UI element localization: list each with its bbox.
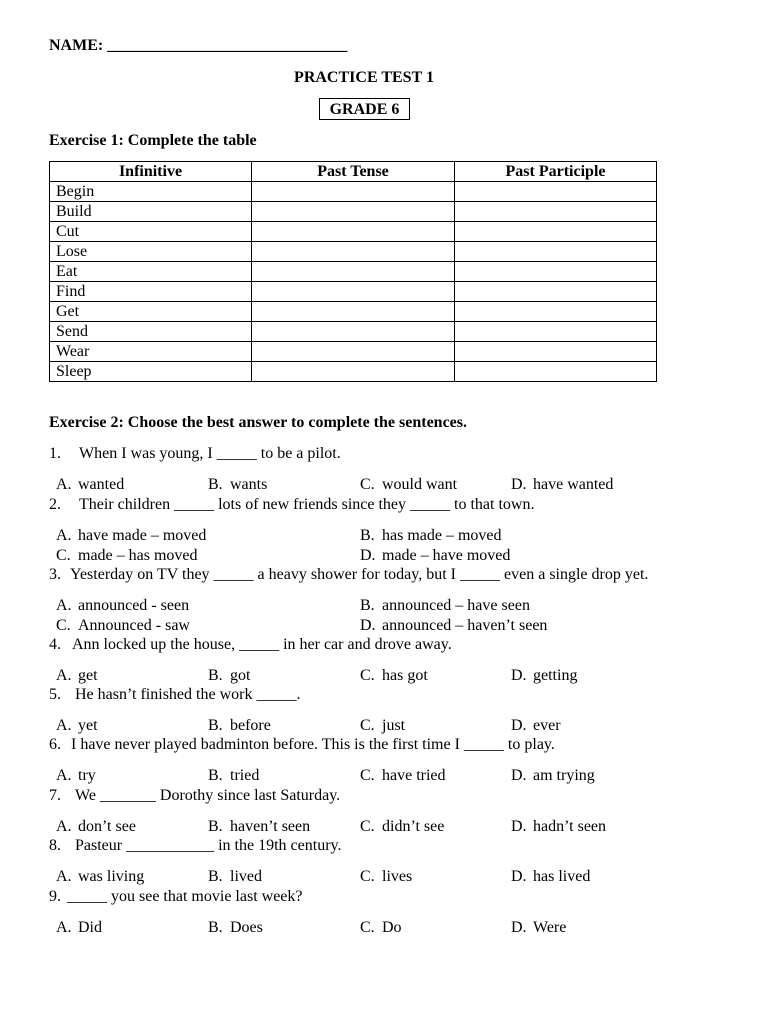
answer-option-d[interactable] [511,766,595,786]
answer-option-c[interactable] [360,817,444,837]
question-number: 6. [49,736,61,753]
option-text: before [230,717,271,734]
option-letter: B. [208,767,223,784]
option-text: have made – moved [78,527,207,544]
answer-option-c[interactable] [360,867,412,887]
option-letter: A. [56,527,72,544]
past-participle-cell[interactable] [455,262,657,282]
answer-option-d[interactable] [511,666,577,686]
option-letter: A. [56,667,72,684]
table-row [50,322,657,342]
option-text: haven’t seen [230,818,311,835]
infinitive-cell: Find [50,282,252,302]
table-row [50,202,657,222]
answer-option-c[interactable] [360,766,446,786]
question-text: I have never played badminton before. This is the first time I _____ to play. [71,736,555,753]
option-text: Announced - saw [78,617,190,634]
question-number: 9. [49,888,61,905]
option-text: ever [533,717,561,734]
infinitive-cell: Get [50,302,252,322]
infinitive-cell: Eat [50,262,252,282]
option-letter: C. [360,667,375,684]
answer-option-c[interactable] [360,918,402,938]
past-tense-cell[interactable] [252,302,455,322]
option-text: get [78,667,98,684]
answer-option-b[interactable] [208,666,250,686]
option-text: lived [230,868,262,885]
option-letter: D. [511,919,527,936]
answer-option-a[interactable] [56,526,206,546]
column-header-past-participle: Past Participle [455,162,657,182]
table-row [50,182,657,202]
answer-option-d[interactable] [511,817,606,837]
answer-option-a[interactable] [56,666,98,686]
name-line: NAME: ______________________________ [49,37,348,54]
option-text: made – has moved [78,547,198,564]
question-number: 8. [49,837,61,854]
answer-option-d[interactable] [360,616,547,636]
option-text: getting [533,667,578,684]
question-number: 1. [49,445,61,462]
grade-box: GRADE 6 [319,98,410,120]
option-letter: A. [56,868,72,885]
option-letter: D. [360,617,376,634]
table-row [50,222,657,242]
option-letter: D. [360,547,376,564]
past-tense-cell[interactable] [252,222,455,242]
option-letter: D. [511,667,527,684]
question-number: 3. [49,566,61,583]
answer-option-b[interactable] [208,918,263,938]
past-tense-cell[interactable] [252,322,455,342]
option-letter: B. [208,717,223,734]
table-row [50,242,657,262]
exercise2-heading: Exercise 2: Choose the best answer to complete the sentences. [49,414,467,431]
option-text: don’t see [78,818,136,835]
past-participle-cell[interactable] [455,302,657,322]
option-letter: B. [208,818,223,835]
infinitive-cell: Begin [50,182,252,202]
option-text: would want [382,476,458,493]
option-text: has made – moved [382,527,502,544]
option-letter: C. [360,476,375,493]
past-tense-cell[interactable] [252,342,455,362]
table-row [50,302,657,322]
question-number: 7. [49,787,61,804]
past-tense-cell[interactable] [252,242,455,262]
option-letter: D. [511,818,527,835]
question-text: When I was young, I _____ to be a pilot. [79,445,341,462]
past-tense-cell[interactable] [252,182,455,202]
infinitive-cell: Sleep [50,362,252,382]
past-tense-cell[interactable] [252,262,455,282]
answer-option-d[interactable] [511,918,566,938]
past-participle-cell[interactable] [455,282,657,302]
answer-option-a[interactable] [56,766,96,786]
option-letter: C. [360,717,375,734]
option-text: got [230,667,251,684]
answer-option-a[interactable] [56,596,189,616]
answer-option-a[interactable] [56,918,102,938]
option-text: announced - seen [78,597,190,614]
infinitive-cell: Wear [50,342,252,362]
option-text: Does [230,919,263,936]
past-participle-cell[interactable] [455,182,657,202]
option-letter: C. [360,767,375,784]
option-text: yet [78,717,98,734]
past-tense-cell[interactable] [252,202,455,222]
option-letter: D. [511,717,527,734]
answer-option-c[interactable] [56,546,198,566]
question-text: Their children _____ lots of new friends since they _____ to that town. [79,496,535,513]
past-tense-cell[interactable] [252,362,455,382]
option-text: tried [230,767,260,784]
option-letter: B. [208,667,223,684]
answer-option-b[interactable] [208,716,271,736]
option-letter: C. [360,919,375,936]
option-text: was living [78,868,145,885]
exercise1-heading: Exercise 1: Complete the table [49,132,257,149]
answer-option-b[interactable] [208,766,259,786]
option-letter: D. [511,868,527,885]
table-row [50,262,657,282]
option-letter: A. [56,818,72,835]
past-participle-cell[interactable] [455,202,657,222]
option-letter: A. [56,717,72,734]
question-text: He hasn’t finished the work _____. [75,686,301,703]
option-letter: D. [511,476,527,493]
answer-option-d[interactable] [511,475,613,495]
option-text: Do [382,919,402,936]
table-row [50,342,657,362]
answer-option-a[interactable] [56,716,98,736]
past-participle-cell[interactable] [455,362,657,382]
option-letter: C. [56,617,71,634]
option-text: am trying [533,767,595,784]
option-text: announced – have seen [382,597,530,614]
answer-option-c[interactable] [56,616,190,636]
answer-option-d[interactable] [511,867,590,887]
option-letter: B. [208,868,223,885]
question-text: _____ you see that movie last week? [67,888,303,905]
past-participle-cell[interactable] [455,222,657,242]
answer-option-a[interactable] [56,867,144,887]
option-text: wanted [78,476,125,493]
column-header-infinitive: Infinitive [50,162,252,182]
infinitive-cell: Send [50,322,252,342]
answer-option-d[interactable] [360,546,510,566]
answer-option-b[interactable] [360,596,530,616]
option-letter: B. [208,476,223,493]
option-letter: B. [208,919,223,936]
option-text: didn’t see [382,818,445,835]
question-number: 5. [49,686,61,703]
option-letter: B. [360,597,375,614]
answer-option-b[interactable] [208,817,310,837]
option-text: made – have moved [382,547,511,564]
question-text: Ann locked up the house, _____ in her car and drove away. [72,636,452,653]
question-text: Yesterday on TV they _____ a heavy shower for today, but I _____ even a single drop yet. [70,566,649,583]
option-text: Were [533,919,567,936]
infinitive-cell: Cut [50,222,252,242]
option-text: just [382,717,406,734]
option-text: try [78,767,96,784]
option-text: announced – haven’t seen [382,617,548,634]
option-letter: C. [360,818,375,835]
option-text: wants [230,476,268,493]
option-text: Did [78,919,102,936]
question-text: We _______ Dorothy since last Saturday. [75,787,341,804]
option-text: have tried [382,767,446,784]
past-participle-cell[interactable] [455,242,657,262]
past-participle-cell[interactable] [455,342,657,362]
option-letter: A. [56,476,72,493]
answer-option-a[interactable] [56,475,124,495]
past-tense-cell[interactable] [252,282,455,302]
answer-option-a[interactable] [56,817,136,837]
answer-option-c[interactable] [360,666,428,686]
option-letter: C. [56,547,71,564]
verb-table [49,161,657,382]
option-letter: D. [511,767,527,784]
page-title: PRACTICE TEST 1 [294,69,434,86]
table-row [50,362,657,382]
answer-option-b[interactable] [208,867,262,887]
column-header-past-tense: Past Tense [252,162,455,182]
answer-option-c[interactable] [360,716,405,736]
option-text: has lived [533,868,591,885]
answer-option-c[interactable] [360,475,457,495]
question-text: Pasteur ___________ in the 19th century. [75,837,342,854]
option-text: hadn’t seen [533,818,607,835]
table-row [50,282,657,302]
question-number: 2. [49,496,61,513]
option-text: has got [382,667,428,684]
question-number: 4. [49,636,61,653]
answer-option-b[interactable] [360,526,502,546]
table-header-row [50,162,657,182]
answer-option-b[interactable] [208,475,267,495]
option-text: have wanted [533,476,614,493]
option-letter: A. [56,919,72,936]
option-letter: B. [360,527,375,544]
option-letter: C. [360,868,375,885]
option-text: lives [382,868,413,885]
option-letter: A. [56,597,72,614]
option-letter: A. [56,767,72,784]
answer-option-d[interactable] [511,716,561,736]
past-participle-cell[interactable] [455,322,657,342]
infinitive-cell: Build [50,202,252,222]
infinitive-cell: Lose [50,242,252,262]
